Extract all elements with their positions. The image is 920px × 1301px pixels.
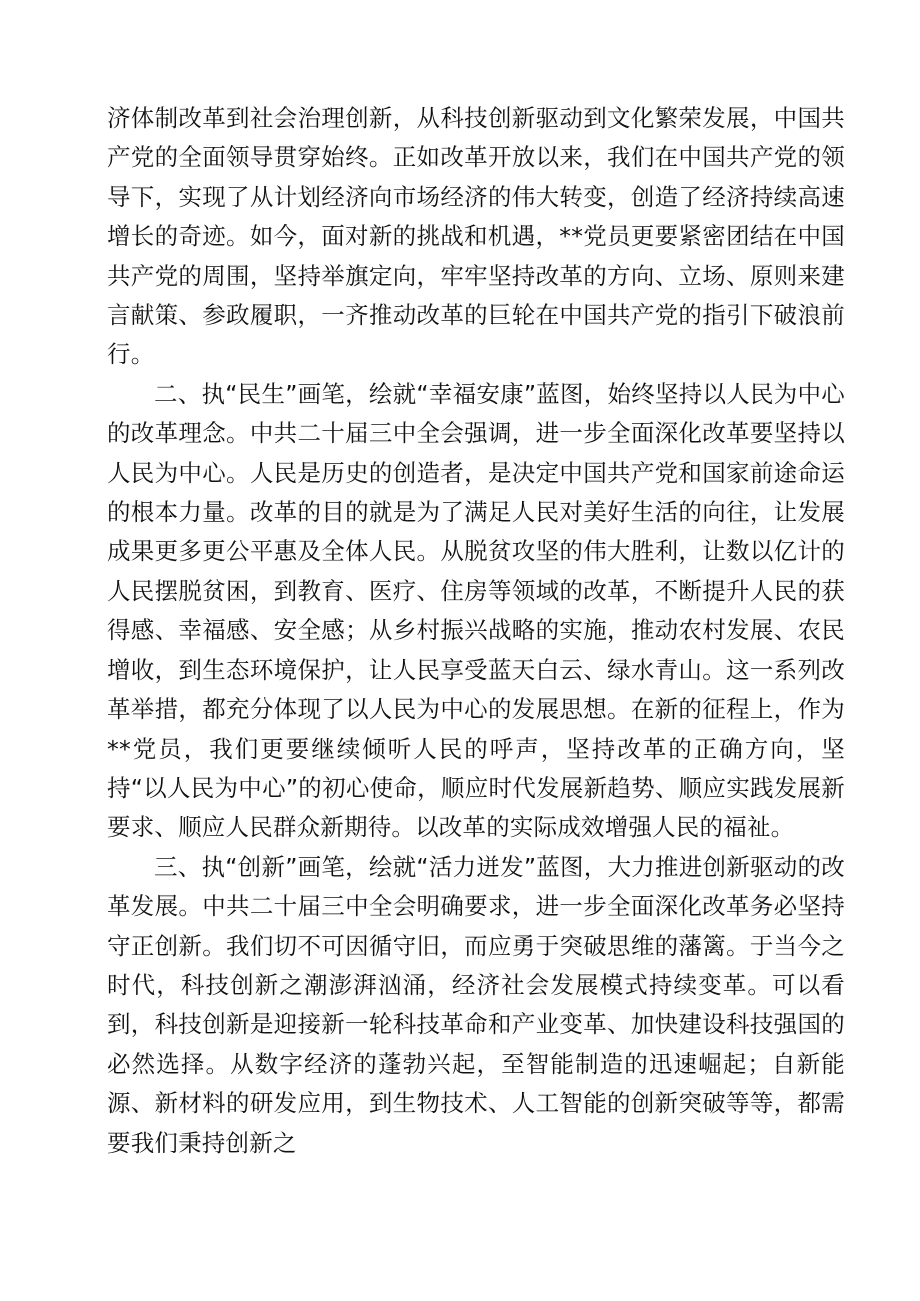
paragraph-section-3: 三、执“创新”画笔，绘就“活力迸发”蓝图，大力推进创新驱动的改革发展。中共二十届三中全会明确要求，进一步全面深化改革务必坚持守正创新。我们切不可因循守旧，而应勇于突破思维的藩篱。于当今之时代，科技创新之潮澎湃汹涌，经济社会发展模式持续变革。可以看到，科技创新是迎接新一轮科技革命和产业变革、加快建设科技强国的必然选择。从数字经济的蓬勃兴起，至智能制造的迅速崛起；自新能源、新材料的研发应用，到生物技术、人工智能的创新突破等等，都需要我们秉持创新之 [107,852,845,1157]
document-body [107,99,845,1163]
paragraph-continued: 济体制改革到社会治理创新，从科技创新驱动到文化繁荣发展，中国共产党的全面领导贯穿始终。正如改革开放以来，我们在中国共产党的领导下，实现了从计划经济向市场经济的伟大转变，创造了经济持续高速增长的奇迹。如今，面对新的挑战和机遇，**党员更要紧密团结在中国共产党的周围，坚持举旗定向，牢牢坚持改革的方向、立场、原则来建言献策、参政履职，一齐推动改革的巨轮在中国共产党的指引下破浪前行。 [107,104,845,369]
paragraph-section-2: 二、执“民生”画笔，绘就“幸福安康”蓝图，始终坚持以人民为中心的改革理念。中共二十届三中全会强调，进一步全面深化改革要坚持以人民为中心。人民是历史的创造者，是决定中国共产党和国家前途命运的根本力量。改革的目的就是为了满足人民对美好生活的向往，让发展成果更多更公平惠及全体人民。从脱贫攻坚的伟大胜利，让数以亿计的人民摆脱贫困，到教育、医疗、住房等领域的改革，不断提升人民的获得感、幸福感、安全感；从乡村振兴战略的实施，推动农村发展、农民增收，到生态环境保护，让人民享受蓝天白云、绿水青山。这一系列改革举措，都充分体现了以人民为中心的发展思想。在新的征程上，作为**党员，我们更要继续倾听人民的呼声，坚持改革的正确方向，坚持“以人民为中心”的初心使命，顺应时代发展新趋势、顺应实践发展新要求、顺应人民群众新期待。以改革的实际成效增强人民的福祉。 [107,379,845,842]
